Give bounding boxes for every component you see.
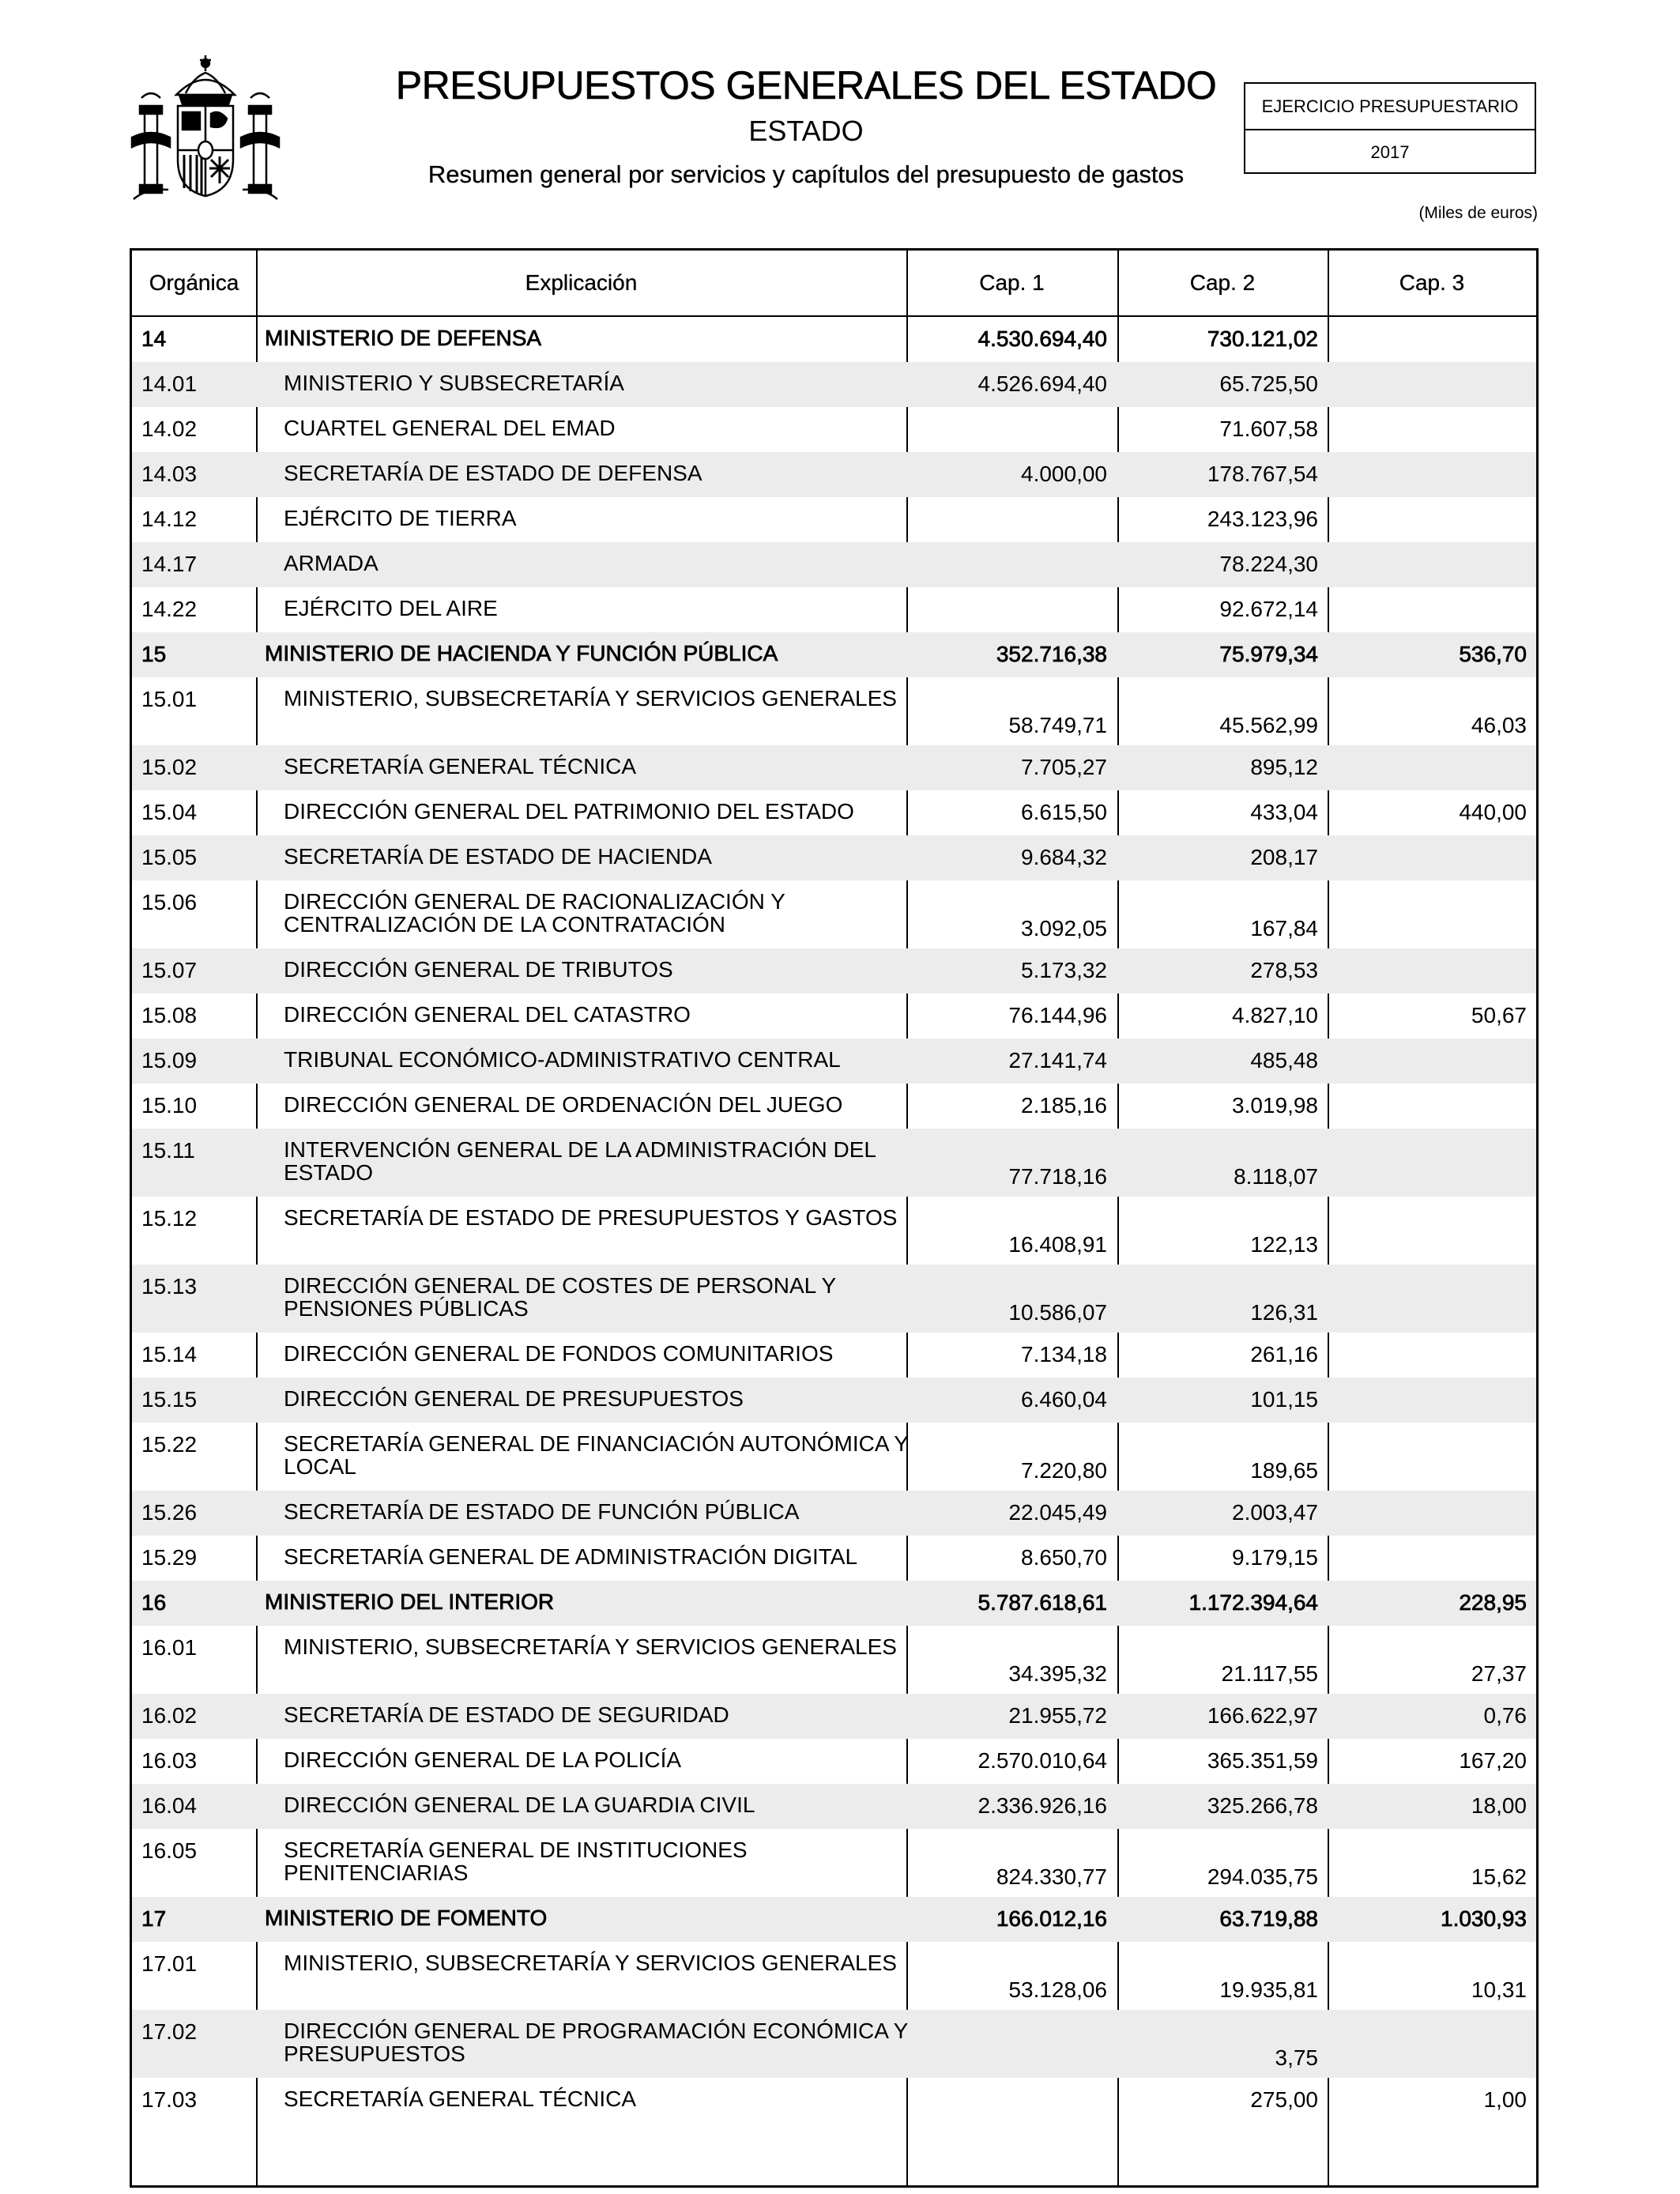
cap1-cell: 6.460,04 bbox=[1021, 1387, 1107, 1412]
document-title: PRESUPUESTOS GENERALES DEL ESTADO bbox=[395, 63, 1217, 107]
explicacion-cell: SECRETARÍA GENERAL DE ADMINISTRACIÓN DIGITAL bbox=[284, 1544, 858, 1569]
cap3-cell: 50,67 bbox=[1471, 1003, 1527, 1027]
cap3-cell: 0,76 bbox=[1483, 1703, 1527, 1728]
cap1-cell: 2.185,16 bbox=[1021, 1093, 1107, 1118]
cap2-cell: 730.121,02 bbox=[1207, 326, 1318, 351]
organica-cell: 15.14 bbox=[141, 1342, 198, 1367]
table-row bbox=[132, 2078, 1536, 2123]
table-row bbox=[132, 497, 1536, 542]
organica-cell: 15.12 bbox=[141, 1206, 198, 1231]
explicacion-cell: DIRECCIÓN GENERAL DE COSTES DE PERSONAL Y PENSIONES PÚBLICAS bbox=[284, 1273, 836, 1321]
table-row bbox=[132, 1626, 1536, 1694]
cap1-cell: 166.012,16 bbox=[996, 1906, 1107, 1931]
organica-cell: 15.11 bbox=[141, 1138, 195, 1163]
table-row bbox=[132, 745, 1536, 790]
cap1-cell: 27.141,74 bbox=[1008, 1048, 1107, 1072]
cap2-cell: 485,48 bbox=[1250, 1048, 1318, 1072]
explicacion-cell: DIRECCIÓN GENERAL DE FONDOS COMUNITARIOS bbox=[284, 1341, 834, 1366]
cap1-cell: 4.000,00 bbox=[1021, 462, 1107, 486]
organica-cell: 15.05 bbox=[141, 845, 198, 869]
cap1-cell: 77.718,16 bbox=[1008, 1164, 1107, 1189]
explicacion-cell: SECRETARÍA DE ESTADO DE PRESUPUESTOS Y GASTOS bbox=[284, 1205, 898, 1230]
cap2-cell: 433,04 bbox=[1250, 800, 1318, 824]
table-row bbox=[132, 1536, 1536, 1581]
table-row bbox=[132, 362, 1536, 407]
explicacion-cell: SECRETARÍA DE ESTADO DE DEFENSA bbox=[284, 461, 703, 485]
cap2-cell: 325.266,78 bbox=[1207, 1793, 1318, 1818]
organica-cell: 16.05 bbox=[141, 1838, 198, 1863]
table-row bbox=[132, 1129, 1536, 1197]
explicacion-cell: TRIBUNAL ECONÓMICO-ADMINISTRATIVO CENTRAL bbox=[284, 1047, 841, 1072]
header bbox=[348, 62, 1264, 190]
cap1-cell: 16.408,91 bbox=[1008, 1232, 1107, 1257]
cap1-cell: 53.128,06 bbox=[1008, 1977, 1107, 2002]
table-row bbox=[132, 835, 1536, 880]
organica-cell: 14.03 bbox=[141, 462, 198, 486]
cap1-cell: 8.650,70 bbox=[1021, 1545, 1107, 1570]
cap3-cell: 1.030,93 bbox=[1441, 1906, 1527, 1931]
organica-cell: 15 bbox=[141, 642, 167, 666]
cap3-cell: 27,37 bbox=[1471, 1661, 1527, 1686]
ejercicio-box bbox=[1244, 82, 1536, 174]
column-header-explicacion: Explicación bbox=[525, 270, 638, 295]
cap2-cell: 895,12 bbox=[1250, 755, 1318, 779]
cap2-cell: 365.351,59 bbox=[1207, 1748, 1318, 1773]
cap1-cell: 352.716,38 bbox=[996, 642, 1107, 666]
organica-cell: 16 bbox=[141, 1590, 167, 1615]
explicacion-cell: SECRETARÍA GENERAL TÉCNICA bbox=[284, 754, 637, 778]
explicacion-cell: MINISTERIO, SUBSECRETARÍA Y SERVICIOS GENERALES bbox=[284, 1634, 897, 1659]
cap2-cell: 126,31 bbox=[1250, 1300, 1318, 1325]
table-header bbox=[132, 251, 1536, 317]
cap2-cell: 3,75 bbox=[1275, 2045, 1318, 2070]
organica-cell: 16.02 bbox=[141, 1703, 198, 1728]
explicacion-cell: DIRECCIÓN GENERAL DEL CATASTRO bbox=[284, 1002, 691, 1027]
organica-cell: 15.29 bbox=[141, 1545, 198, 1570]
cap2-cell: 65.725,50 bbox=[1219, 371, 1318, 396]
explicacion-cell: DIRECCIÓN GENERAL DE PROGRAMACIÓN ECONÓMICA Y PRESUPUESTOS bbox=[284, 2019, 908, 2066]
organica-cell: 16.01 bbox=[141, 1635, 198, 1660]
table-row bbox=[132, 948, 1536, 993]
cap1-cell: 4.526.694,40 bbox=[977, 371, 1107, 396]
cap3-cell: 167,20 bbox=[1459, 1748, 1527, 1773]
cap2-cell: 278,53 bbox=[1250, 958, 1318, 982]
explicacion-cell: SECRETARÍA DE ESTADO DE FUNCIÓN PÚBLICA bbox=[284, 1499, 800, 1524]
organica-cell: 17.03 bbox=[141, 2087, 198, 2112]
cap1-cell: 2.570.010,64 bbox=[977, 1748, 1107, 1773]
explicacion-cell: MINISTERIO, SUBSECRETARÍA Y SERVICIOS GENERALES bbox=[284, 1951, 897, 1975]
column-header-cap2: Cap. 2 bbox=[1189, 270, 1256, 295]
cap1-cell: 3.092,05 bbox=[1021, 916, 1107, 941]
cap1-cell: 76.144,96 bbox=[1008, 1003, 1107, 1027]
table-row bbox=[132, 542, 1536, 587]
cap2-cell: 208,17 bbox=[1250, 845, 1318, 869]
coat-of-arms-icon bbox=[130, 49, 281, 207]
table-row bbox=[132, 1378, 1536, 1423]
explicacion-cell: SECRETARÍA DE ESTADO DE SEGURIDAD bbox=[284, 1702, 729, 1727]
explicacion-cell: SECRETARÍA DE ESTADO DE HACIENDA bbox=[284, 844, 712, 869]
table-row bbox=[132, 1942, 1536, 2010]
cap2-cell: 122,13 bbox=[1250, 1232, 1318, 1257]
explicacion-cell: INTERVENCIÓN GENERAL DE LA ADMINISTRACIÓN DEL ESTADO bbox=[284, 1137, 876, 1185]
cap2-cell: 3.019,98 bbox=[1232, 1093, 1318, 1118]
table-row bbox=[132, 790, 1536, 835]
cap1-cell: 58.749,71 bbox=[1008, 713, 1107, 737]
table-body bbox=[132, 317, 1536, 2123]
organica-cell: 15.13 bbox=[141, 1274, 198, 1299]
organica-cell: 17.01 bbox=[141, 1951, 198, 1976]
cap3-cell: 228,95 bbox=[1459, 1590, 1527, 1615]
cap2-cell: 261,16 bbox=[1250, 1342, 1318, 1367]
explicacion-cell: DIRECCIÓN GENERAL DE LA POLICÍA bbox=[284, 1747, 682, 1772]
column-header-cap1: Cap. 1 bbox=[979, 270, 1045, 295]
explicacion-cell: ARMADA bbox=[284, 551, 379, 575]
table-row bbox=[132, 2010, 1536, 2078]
explicacion-cell: SECRETARÍA GENERAL DE INSTITUCIONES PENITENCIARIAS bbox=[284, 1838, 748, 1885]
explicacion-cell: MINISTERIO DE FOMENTO bbox=[265, 1906, 548, 1930]
cap1-cell: 6.615,50 bbox=[1021, 800, 1107, 824]
cap2-cell: 45.562,99 bbox=[1219, 713, 1318, 737]
organica-cell: 15.08 bbox=[141, 1003, 198, 1027]
cap3-cell: 440,00 bbox=[1459, 800, 1527, 824]
table-row bbox=[132, 880, 1536, 948]
cap2-cell: 1.172.394,64 bbox=[1188, 1590, 1318, 1615]
cap1-cell: 34.395,32 bbox=[1008, 1661, 1107, 1686]
ministry-row bbox=[132, 1581, 1536, 1626]
table-row bbox=[132, 1197, 1536, 1265]
table-row bbox=[132, 1784, 1536, 1829]
table-row bbox=[132, 1423, 1536, 1491]
cap2-cell: 294.035,75 bbox=[1207, 1864, 1318, 1889]
cap1-cell: 824.330,77 bbox=[996, 1864, 1107, 1889]
table-row bbox=[132, 1265, 1536, 1333]
cap1-cell: 5.787.618,61 bbox=[977, 1590, 1107, 1615]
explicacion-cell: EJÉRCITO DE TIERRA bbox=[284, 506, 517, 530]
explicacion-cell: SECRETARÍA GENERAL TÉCNICA bbox=[284, 2087, 637, 2111]
cap2-cell: 92.672,14 bbox=[1219, 597, 1318, 621]
table-row bbox=[132, 452, 1536, 497]
cap3-cell: 46,03 bbox=[1471, 713, 1527, 737]
explicacion-cell: MINISTERIO DEL INTERIOR bbox=[265, 1589, 555, 1614]
cap3-cell: 10,31 bbox=[1471, 1977, 1527, 2002]
cap1-cell: 5.173,32 bbox=[1021, 958, 1107, 982]
units-note: (Miles de euros) bbox=[1418, 204, 1538, 222]
organica-cell: 15.26 bbox=[141, 1500, 198, 1525]
explicacion-cell: MINISTERIO DE DEFENSA bbox=[265, 326, 542, 350]
explicacion-cell: EJÉRCITO DEL AIRE bbox=[284, 596, 498, 620]
document-subtitle: ESTADO bbox=[748, 115, 864, 147]
organica-cell: 15.15 bbox=[141, 1387, 198, 1412]
organica-cell: 14.01 bbox=[141, 371, 198, 396]
explicacion-cell: MINISTERIO Y SUBSECRETARÍA bbox=[284, 371, 624, 395]
table-row bbox=[132, 407, 1536, 452]
cap1-cell: 7.134,18 bbox=[1021, 1342, 1107, 1367]
explicacion-cell: MINISTERIO DE HACIENDA Y FUNCIÓN PÚBLICA bbox=[265, 641, 778, 665]
cap2-cell: 2.003,47 bbox=[1232, 1500, 1318, 1525]
cap2-cell: 189,65 bbox=[1250, 1458, 1318, 1483]
budget-table bbox=[130, 248, 1539, 2188]
organica-cell: 14.22 bbox=[141, 597, 198, 621]
cap1-cell: 10.586,07 bbox=[1008, 1300, 1107, 1325]
cap2-cell: 178.767,54 bbox=[1207, 462, 1318, 486]
organica-cell: 15.06 bbox=[141, 890, 198, 914]
cap1-cell: 21.955,72 bbox=[1008, 1703, 1107, 1728]
explicacion-cell: DIRECCIÓN GENERAL DE PRESUPUESTOS bbox=[284, 1386, 744, 1411]
organica-cell: 15.02 bbox=[141, 755, 198, 779]
cap2-cell: 167,84 bbox=[1250, 916, 1318, 941]
ministry-row bbox=[132, 317, 1536, 362]
cap2-cell: 8.118,07 bbox=[1234, 1164, 1318, 1189]
cap1-cell: 2.336.926,16 bbox=[977, 1793, 1107, 1818]
cap2-cell: 166.622,97 bbox=[1207, 1703, 1318, 1728]
organica-cell: 16.03 bbox=[141, 1748, 198, 1773]
cap2-cell: 21.117,55 bbox=[1221, 1661, 1318, 1686]
table-row bbox=[132, 587, 1536, 632]
table-row bbox=[132, 1491, 1536, 1536]
explicacion-cell: CUARTEL GENERAL DEL EMAD bbox=[284, 416, 616, 440]
organica-cell: 14 bbox=[141, 326, 167, 351]
explicacion-cell: SECRETARÍA GENERAL DE FINANCIACIÓN AUTONÓMICA Y LOCAL bbox=[284, 1431, 909, 1479]
document-description: Resumen general por servicios y capítulos del presupuesto de gastos bbox=[428, 160, 1185, 188]
explicacion-cell: DIRECCIÓN GENERAL DE TRIBUTOS bbox=[284, 957, 673, 982]
cap1-cell: 22.045,49 bbox=[1008, 1500, 1107, 1525]
organica-cell: 15.04 bbox=[141, 800, 198, 824]
cap3-cell: 1,00 bbox=[1483, 2087, 1527, 2112]
explicacion-cell: DIRECCIÓN GENERAL DEL PATRIMONIO DEL ESTADO bbox=[284, 799, 854, 824]
table-row bbox=[132, 1333, 1536, 1378]
table-row bbox=[132, 1084, 1536, 1129]
column-header-cap3: Cap. 3 bbox=[1399, 270, 1465, 295]
explicacion-cell: DIRECCIÓN GENERAL DE ORDENACIÓN DEL JUEGO bbox=[284, 1092, 843, 1117]
ejercicio-value: 2017 bbox=[1370, 142, 1410, 162]
table-row bbox=[132, 1039, 1536, 1084]
organica-cell: 15.07 bbox=[141, 958, 198, 982]
organica-cell: 14.12 bbox=[141, 507, 198, 531]
cap2-cell: 78.224,30 bbox=[1219, 552, 1318, 576]
cap2-cell: 9.179,15 bbox=[1232, 1545, 1318, 1570]
cap2-cell: 101,15 bbox=[1250, 1387, 1318, 1412]
cap3-cell: 18,00 bbox=[1471, 1793, 1527, 1818]
table-row bbox=[132, 677, 1536, 745]
column-header-organica: Orgánica bbox=[149, 270, 239, 295]
explicacion-cell: DIRECCIÓN GENERAL DE RACIONALIZACIÓN Y CENTRALIZACIÓN DE LA CONTRATACIÓN bbox=[284, 889, 785, 937]
explicacion-cell: DIRECCIÓN GENERAL DE LA GUARDIA CIVIL bbox=[284, 1793, 755, 1817]
ministry-row bbox=[132, 1897, 1536, 1942]
cap1-cell: 7.705,27 bbox=[1021, 755, 1107, 779]
cap2-cell: 71.607,58 bbox=[1219, 417, 1318, 441]
cap2-cell: 19.935,81 bbox=[1219, 1977, 1318, 2002]
table-row bbox=[132, 1829, 1536, 1897]
explicacion-cell: MINISTERIO, SUBSECRETARÍA Y SERVICIOS GENERALES bbox=[284, 686, 897, 711]
cap2-cell: 275,00 bbox=[1250, 2087, 1318, 2112]
cap3-cell: 15,62 bbox=[1471, 1864, 1527, 1889]
organica-cell: 15.22 bbox=[141, 1432, 198, 1457]
table-row bbox=[132, 993, 1536, 1039]
ministry-row bbox=[132, 632, 1536, 677]
organica-cell: 16.04 bbox=[141, 1793, 198, 1818]
organica-cell: 15.09 bbox=[141, 1048, 198, 1072]
cap2-cell: 243.123,96 bbox=[1207, 507, 1318, 531]
organica-cell: 17.02 bbox=[141, 2019, 198, 2044]
ejercicio-label: EJERCICIO PRESUPUESTARIO bbox=[1245, 84, 1535, 130]
table-row bbox=[132, 1739, 1536, 1784]
cap1-cell: 9.684,32 bbox=[1021, 845, 1107, 869]
cap2-cell: 75.979,34 bbox=[1219, 642, 1318, 666]
cap1-cell: 4.530.694,40 bbox=[977, 326, 1107, 351]
organica-cell: 14.17 bbox=[141, 552, 198, 576]
organica-cell: 17 bbox=[141, 1906, 167, 1931]
cap1-cell: 7.220,80 bbox=[1021, 1458, 1107, 1483]
organica-cell: 15.10 bbox=[141, 1093, 198, 1118]
organica-cell: 15.01 bbox=[141, 687, 198, 711]
cap2-cell: 63.719,88 bbox=[1219, 1906, 1318, 1931]
organica-cell: 14.02 bbox=[141, 417, 198, 441]
table-row bbox=[132, 1694, 1536, 1739]
cap2-cell: 4.827,10 bbox=[1232, 1003, 1318, 1027]
cap3-cell: 536,70 bbox=[1459, 642, 1527, 666]
